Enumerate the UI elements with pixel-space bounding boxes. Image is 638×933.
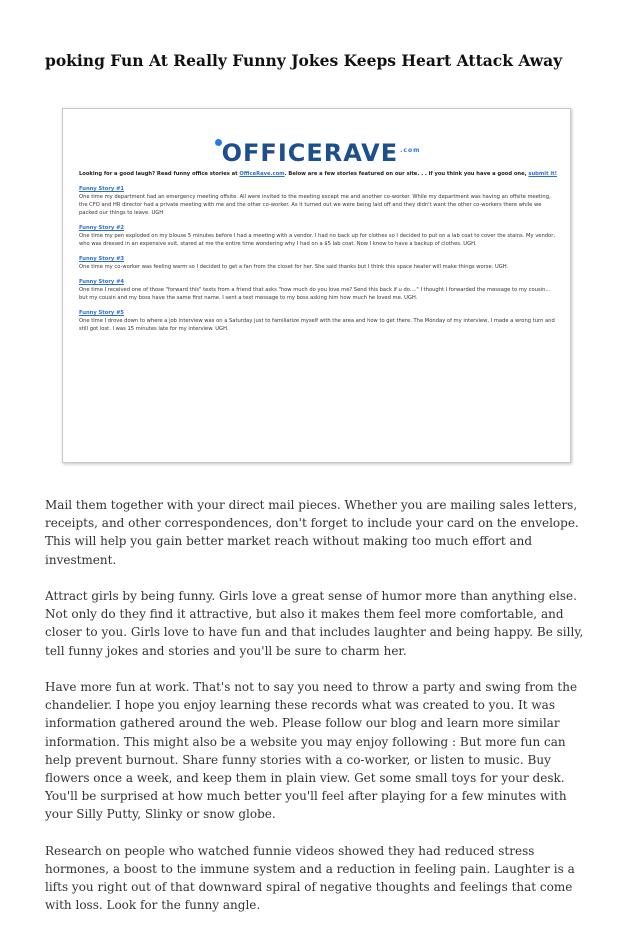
story-text: One time I received one of those "forward this" texts from a friend that asks "how much do you love me? Send this back if u do...." I thought I forwarded the message to my cousin... but my cousin and my boss have the same first name. I sent a text message to my boss asking him how much he loved me. UGH. (79, 287, 551, 301)
story-item (79, 278, 559, 302)
article-body (45, 496, 593, 933)
logo-tag: .com (400, 147, 421, 154)
story-title: Funny Story #5 (79, 310, 125, 316)
embedded-image (62, 108, 571, 463)
embedded-intro (79, 170, 559, 178)
story-text: One time I drove down to where a job interview was on a Saturday just to familiarize myself with the area and how to get there. The Monday of my interview, I made a wrong turn and still got lost. I was 15 minutes late for my interview. UGH. (79, 318, 555, 332)
story-item (79, 255, 559, 271)
embedded-image-text (79, 170, 559, 340)
intro-link: OfficeRave.com (239, 171, 285, 177)
story-text: One time my co-worker was feeling warm so I decided to get a fan from the closet for her. She said thanks but I think this space heater will make things worse. UGH. (79, 264, 509, 270)
paragraph: Have more fun at work. That's not to say you need to throw a party and swing from the chandelier. I hope you enjoy learning these records what was created to you. It was information gathered around the web. Please follow our blog and learn more similar information. This might also be a website you may enjoy following : But more fun can help prevent burnout. Share funny stories with a co-worker, or listen to music. Buy flowers once a week, and keep them in plain view. Get some small toys for your desk. You'll be surprised at how much better you'll feel after playing for a few minutes with your Silly Putty, Slinky or snow globe. (45, 680, 578, 822)
officerave-logo (63, 139, 570, 167)
paragraph: Research on people who watched funnie videos showed they had reduced stress hormones, a boost to the immune system and a reduction in feeling pain. Laughter is a lifts you right out of that downward spiral of negative thoughts and feelings that come with loss. Look for the funny angle. (45, 843, 575, 913)
story-item (79, 309, 559, 333)
story-title: Funny Story #1 (79, 186, 125, 192)
story-text: One time my department had an emergency meeting offsite. All were invited to the meeting except me and another co-worker. While my department was having an offsite meeting, the CFO and HR director had a private meeting with me and the other co-worker. As it turned out we were being laid off and they didn't want the other co-workers there while we packed our things to leave. UGH (79, 194, 551, 216)
page-title: poking Fun At Really Funny Jokes Keeps Heart Attack Away (45, 51, 563, 70)
story-title: Funny Story #3 (79, 256, 125, 262)
story-item (79, 224, 559, 248)
intro-text-2: . Below are a few stories featured on our site. . . if you think you have a good one, (284, 171, 529, 177)
story-item (79, 185, 559, 217)
paragraph: Attract girls by being funny. Girls love a great sense of humor more than anything else. Not only do they find it attractive, but also it makes them feel more comfortable, and closer to you. Girls love to have fun and that includes laughter and being happy. Be silly, tell funny jokes and stories and you'll be sure to charm her. (45, 589, 584, 658)
logo-text: OFFICERAVE (221, 139, 399, 167)
paragraph: Mail them together with your direct mail pieces. Whether you are mailing sales letters, receipts, and other correspondences, don't forget to include your card on the envelope. This will help you gain better market reach without making too much effort and investment. (45, 498, 579, 567)
logo-dot-icon (215, 139, 222, 146)
story-title: Funny Story #2 (79, 225, 125, 231)
submit-link: submit it! (528, 171, 557, 177)
intro-text: Looking for a good laugh? Read funny office stories at (79, 171, 240, 177)
story-text: One time my pen exploded on my blouse 5 minutes before I had a meeting with a vendor. I had no back up for clothes so I decided to put on a lab coat to cover the stains. My vendor, who was dressed in an expensive suit, stared at me the entire time wondering why I had on a $5 lab coat. Now I know to have a backup of clothes. UGH. (79, 233, 556, 247)
story-title: Funny Story #4 (79, 279, 125, 285)
